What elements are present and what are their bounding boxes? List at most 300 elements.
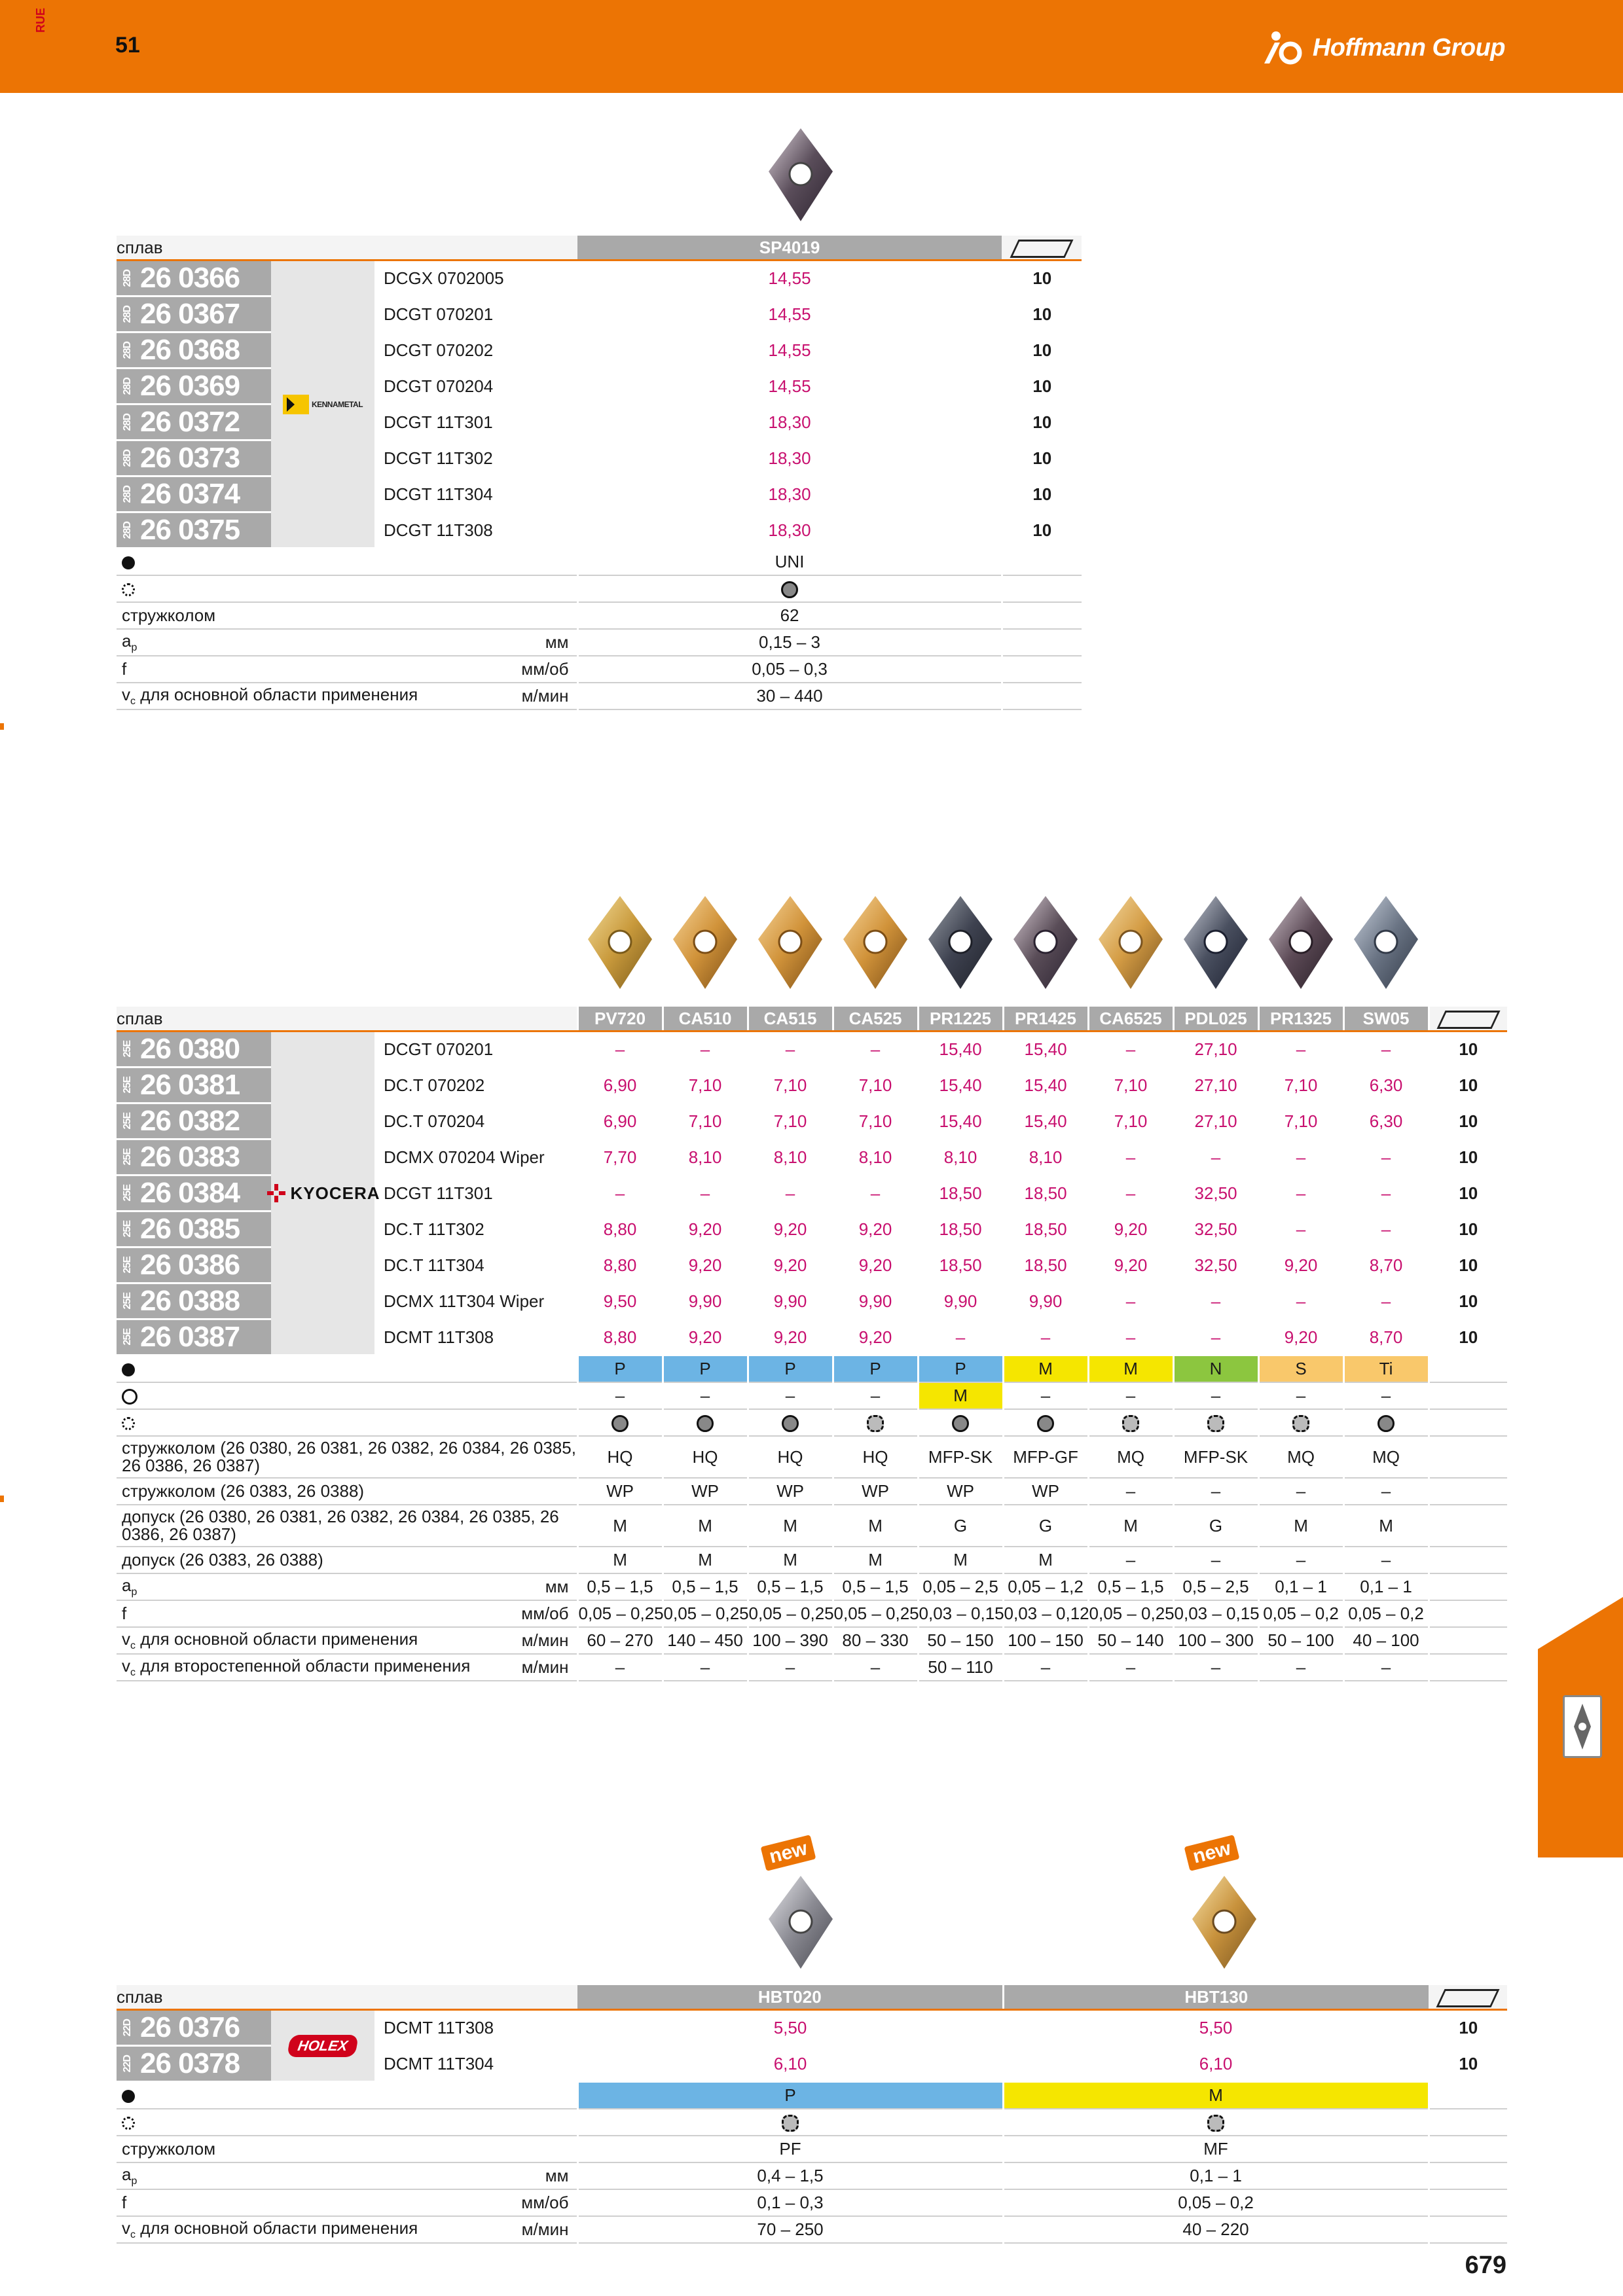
article-number[interactable]: 25E 26 0381 <box>117 1067 271 1103</box>
table-row[interactable] <box>117 440 1082 476</box>
price: 9,50 <box>577 1283 663 1319</box>
price: 6,10 <box>1003 2046 1429 2082</box>
tolerance-value: M <box>663 1505 748 1547</box>
price: 9,20 <box>663 1211 748 1247</box>
table-kennametal <box>117 236 1082 710</box>
chipbreaker-value: WP <box>918 1478 1003 1505</box>
ap-label: $a_p$ <box>117 2162 374 2189</box>
material-code: M <box>1088 1355 1173 1383</box>
vc2-value: – <box>833 1654 918 1681</box>
chipbreaker-label: стружколом <box>117 2136 577 2162</box>
material-code: P <box>577 1355 663 1383</box>
material-code: M <box>1003 2082 1429 2109</box>
package-qty: 10 <box>1429 1031 1507 1067</box>
insert-image <box>669 893 741 992</box>
article-number[interactable]: 25E 26 0382 <box>117 1103 271 1139</box>
article-number[interactable]: 28D 26 0368 <box>117 332 271 368</box>
price: 7,10 <box>833 1067 918 1103</box>
kyocera-logo: KYOCERA <box>271 1183 374 1204</box>
price: 5,50 <box>1003 2010 1429 2046</box>
chipbreaker-value: – <box>1088 1478 1173 1505</box>
grade-header: PR1325 <box>1258 1007 1343 1031</box>
f-label: f <box>117 656 374 683</box>
table-row[interactable] <box>117 260 1082 296</box>
vc-value: 30 – 440 <box>577 683 1002 709</box>
chipbreaker-value: MQ <box>1343 1436 1429 1478</box>
price: 7,10 <box>1088 1067 1173 1103</box>
property-row <box>117 1409 1507 1436</box>
price: 7,10 <box>663 1103 748 1139</box>
material-code: – <box>1258 1382 1343 1409</box>
insert-image <box>1265 893 1337 992</box>
material-code: – <box>833 1382 918 1409</box>
geometry-symbol <box>748 1409 833 1436</box>
designation: DCMX 11T304 Wiper <box>374 1283 577 1319</box>
price: 9,20 <box>833 1319 918 1355</box>
chipbreaker-value: MF <box>1003 2136 1429 2162</box>
article-number[interactable]: 25E 26 0384 <box>117 1175 271 1211</box>
designation: DC.T 11T304 <box>374 1247 577 1283</box>
geometry-symbol <box>1088 1409 1173 1436</box>
geometry-symbol <box>1258 1409 1343 1436</box>
price: – <box>1088 1031 1173 1067</box>
table-row[interactable] <box>117 404 1082 440</box>
language-code: RUE <box>34 7 47 33</box>
property-row <box>117 1505 1507 1547</box>
hoffmann-logo-icon <box>1262 31 1307 65</box>
price: – <box>1258 1139 1343 1175</box>
f-value: 0,05 – 0,2 <box>1258 1600 1343 1627</box>
designation: DCMT 11T304 <box>374 2046 577 2082</box>
property-row <box>117 1436 1507 1478</box>
alloy-label: сплав <box>117 1007 577 1031</box>
ap-label: $a_p$ <box>117 629 374 656</box>
price: – <box>918 1319 1003 1355</box>
open-circle-icon <box>122 1389 137 1405</box>
f-unit: мм/об <box>374 1600 577 1627</box>
tolerance-value: M <box>833 1505 918 1547</box>
vc2-value: – <box>748 1654 833 1681</box>
ap-value: 0,1 – 1 <box>1258 1573 1343 1600</box>
material-code: M <box>918 1382 1003 1409</box>
article-number[interactable]: 28D 26 0375 <box>117 512 271 548</box>
price: 14,55 <box>577 368 1002 404</box>
filled-circle-icon <box>122 2090 135 2103</box>
tolerance-value: M <box>663 1547 748 1573</box>
insert-image <box>1350 893 1422 992</box>
chipbreaker-value: WP <box>748 1478 833 1505</box>
package-qty: 10 <box>1429 1067 1507 1103</box>
article-number[interactable]: 25E 26 0385 <box>117 1211 271 1247</box>
article-number[interactable]: 22D 26 0376 <box>117 2010 271 2046</box>
price: – <box>1343 1211 1429 1247</box>
vc-label: $v_c$ для основной области применения <box>117 1627 374 1654</box>
price: 15,40 <box>1003 1067 1088 1103</box>
article-number[interactable]: 25E 26 0380 <box>117 1031 271 1067</box>
price: – <box>1343 1175 1429 1211</box>
vc2-value: – <box>577 1654 663 1681</box>
price: – <box>1088 1283 1173 1319</box>
material-code: Ti <box>1343 1355 1429 1383</box>
secondary-material-label <box>117 1382 577 1409</box>
price: 9,20 <box>663 1319 748 1355</box>
logo-text: Hoffmann Group <box>1312 33 1505 62</box>
chipbreaker-label: стружколом (26 0383, 26 0388) <box>117 1478 577 1505</box>
price: 7,70 <box>577 1139 663 1175</box>
vc2-value: – <box>1088 1654 1173 1681</box>
tolerance-value: M <box>748 1505 833 1547</box>
main-material-label <box>117 1355 577 1383</box>
vc-value: 50 – 100 <box>1258 1627 1343 1654</box>
tolerance-value: – <box>1088 1547 1173 1573</box>
tolerance-label: допуск (26 0383, 26 0388) <box>117 1547 577 1573</box>
grade-header: HBT130 <box>1003 1985 1429 2010</box>
geometry-symbol <box>577 2109 1003 2136</box>
insert-image <box>924 893 996 992</box>
package-qty: 10 <box>1429 1283 1507 1319</box>
grade-header: SW05 <box>1343 1007 1429 1031</box>
tolerance-value: M <box>577 1547 663 1573</box>
vc-value: 80 – 330 <box>833 1627 918 1654</box>
price: – <box>1258 1031 1343 1067</box>
uni-value: UNI <box>577 548 1002 576</box>
vc-value: 40 – 220 <box>1003 2216 1429 2243</box>
f-label: f <box>117 2189 374 2216</box>
table-row[interactable] <box>117 368 1082 404</box>
grade-header: CA515 <box>748 1007 833 1031</box>
ap-label: $a_p$ <box>117 1573 374 1600</box>
price: 7,10 <box>1258 1103 1343 1139</box>
tolerance-value: – <box>1258 1547 1343 1573</box>
geometry-symbol <box>833 1409 918 1436</box>
article-number[interactable]: 28D 26 0367 <box>117 296 271 332</box>
designation: DCGT 070204 <box>374 368 577 404</box>
price: 18,30 <box>577 404 1002 440</box>
designation: DCMT 11T308 <box>374 1319 577 1355</box>
article-number[interactable]: 25E 26 0386 <box>117 1247 271 1283</box>
vc-value: 40 – 100 <box>1343 1627 1429 1654</box>
chipbreaker-value: MFP-SK <box>918 1436 1003 1478</box>
price: 18,30 <box>577 476 1002 512</box>
price: 18,30 <box>577 512 1002 548</box>
material-code: P <box>748 1355 833 1383</box>
filled-circle-icon <box>122 1363 135 1376</box>
chipbreaker-value: – <box>1343 1478 1429 1505</box>
chipbreaker-value: MQ <box>1258 1436 1343 1478</box>
table-row[interactable] <box>117 2010 1507 2046</box>
tolerance-value: M <box>1088 1505 1173 1547</box>
price: 9,20 <box>833 1247 918 1283</box>
vc-label: $v_c$ для основной области применения <box>117 683 374 709</box>
tolerance-value: M <box>833 1547 918 1573</box>
designation: DCGT 11T304 <box>374 476 577 512</box>
page-number: 679 <box>1465 2251 1506 2279</box>
grade-header: PV720 <box>577 1007 663 1031</box>
insert-image <box>754 893 826 992</box>
insert-image <box>1095 893 1167 992</box>
price: – <box>1003 1319 1088 1355</box>
grade-header: PDL025 <box>1173 1007 1258 1031</box>
price: 15,40 <box>918 1103 1003 1139</box>
gear-icon <box>122 2117 135 2130</box>
package-qty: 10 <box>1429 1103 1507 1139</box>
property-row <box>117 1478 1507 1505</box>
price: – <box>1173 1319 1258 1355</box>
holex-logo: HOLEX <box>271 2035 374 2057</box>
price: 9,90 <box>748 1283 833 1319</box>
price: – <box>748 1031 833 1067</box>
vc-value: 70 – 250 <box>577 2216 1003 2243</box>
table-row[interactable] <box>117 512 1082 548</box>
material-code: P <box>833 1355 918 1383</box>
property-row <box>117 1355 1507 1383</box>
price: 27,10 <box>1173 1031 1258 1067</box>
price: 9,20 <box>1088 1211 1173 1247</box>
chipbreaker-value: WP <box>1003 1478 1088 1505</box>
ap-unit: мм <box>374 2162 577 2189</box>
price: – <box>748 1175 833 1211</box>
vc-label: $v_c$ для основной области применения <box>117 2216 374 2243</box>
price: – <box>663 1031 748 1067</box>
price: 9,20 <box>748 1319 833 1355</box>
package-qty: 10 <box>1429 1175 1507 1211</box>
insert-image-hbt020 <box>765 1873 837 1971</box>
ap-value: 0,1 – 1 <box>1343 1573 1429 1600</box>
price: 9,20 <box>748 1247 833 1283</box>
table-row[interactable] <box>117 1031 1507 1067</box>
designation: DC.T 070204 <box>374 1103 577 1139</box>
package-qty: 10 <box>1002 260 1082 296</box>
geometry-symbol <box>577 1409 663 1436</box>
geometry-row-label <box>117 575 577 602</box>
price: – <box>1088 1175 1173 1211</box>
insert-image-hbt130 <box>1188 1873 1260 1971</box>
price: 8,10 <box>918 1139 1003 1175</box>
ap-value: 0,05 – 1,2 <box>1003 1573 1088 1600</box>
price: 9,20 <box>1258 1247 1343 1283</box>
f-value: 0,1 – 0,3 <box>577 2189 1003 2216</box>
price: 6,10 <box>577 2046 1003 2082</box>
new-badge: new <box>761 1835 816 1871</box>
f-unit: мм/об <box>374 2189 577 2216</box>
price: 8,10 <box>748 1139 833 1175</box>
price: 7,10 <box>833 1103 918 1139</box>
designation: DCMX 070204 Wiper <box>374 1139 577 1175</box>
margin-mark <box>0 723 4 730</box>
material-code: P <box>663 1355 748 1383</box>
article-number[interactable]: 28D 26 0374 <box>117 476 271 512</box>
price: – <box>1343 1139 1429 1175</box>
price: 9,90 <box>1003 1283 1088 1319</box>
price: – <box>1173 1139 1258 1175</box>
geometry-symbol <box>1003 1409 1088 1436</box>
price: – <box>663 1175 748 1211</box>
geometry-symbol <box>1343 1409 1429 1436</box>
table-row[interactable] <box>117 296 1082 332</box>
filled-circle-icon <box>122 556 135 569</box>
article-number[interactable]: 28D 26 0373 <box>117 440 271 476</box>
price: 8,10 <box>833 1139 918 1175</box>
vc-value: 140 – 450 <box>663 1627 748 1654</box>
vc-value: 100 – 300 <box>1173 1627 1258 1654</box>
article-number[interactable]: 25E 26 0383 <box>117 1139 271 1175</box>
vc2-value: – <box>1343 1654 1429 1681</box>
f-value: 0,03 – 0,12 <box>1003 1600 1088 1627</box>
article-number[interactable]: 28D 26 0369 <box>117 368 271 404</box>
geometry-symbol <box>663 1409 748 1436</box>
price: – <box>1088 1319 1173 1355</box>
grade-header: CA6525 <box>1088 1007 1173 1031</box>
chipbreaker-value: MFP-GF <box>1003 1436 1088 1478</box>
turning-insert-icon <box>1563 1695 1602 1758</box>
f-value: 0,05 – 0,25 <box>577 1600 663 1627</box>
article-number[interactable]: 25E 26 0388 <box>117 1283 271 1319</box>
vc2-label: $v_c$ для второстепенной области применения <box>117 1654 374 1681</box>
package-qty: 10 <box>1429 1319 1507 1355</box>
chipbreaker-value: – <box>1258 1478 1343 1505</box>
table-row[interactable] <box>117 332 1082 368</box>
chipbreaker-value: HQ <box>748 1436 833 1478</box>
package-qty: 10 <box>1429 1247 1507 1283</box>
property-row <box>117 1547 1507 1573</box>
vc-unit: м/мин <box>374 683 577 709</box>
package-qty: 10 <box>1429 2010 1507 2046</box>
property-row <box>117 1654 1507 1681</box>
tolerance-value: M <box>918 1547 1003 1573</box>
package-qty: 10 <box>1002 368 1082 404</box>
price: 5,50 <box>577 2010 1003 2046</box>
price: – <box>577 1031 663 1067</box>
grade-header: SP4019 <box>577 236 1002 260</box>
designation: DCGT 070201 <box>374 296 577 332</box>
package-icon <box>1002 236 1082 260</box>
designation: DCMT 11T308 <box>374 2010 577 2046</box>
designation: DCGT 11T308 <box>374 512 577 548</box>
table-holex <box>117 1985 1507 2244</box>
property-row <box>117 1573 1507 1600</box>
vc-unit: м/мин <box>374 2216 577 2243</box>
insert-image <box>1010 893 1082 992</box>
ap-value: 0,15 – 3 <box>577 629 1002 656</box>
ap-value: 0,05 – 2,5 <box>918 1573 1003 1600</box>
price: 9,20 <box>833 1211 918 1247</box>
f-unit: мм/об <box>374 656 577 683</box>
article-number[interactable]: 28D 26 0372 <box>117 404 271 440</box>
price: 18,50 <box>1003 1211 1088 1247</box>
vc2-unit: м/мин <box>374 1654 577 1681</box>
tolerance-value: G <box>918 1505 1003 1547</box>
tolerance-value: M <box>1258 1505 1343 1547</box>
ap-value: 0,5 – 1,5 <box>833 1573 918 1600</box>
designation: DCGT 070201 <box>374 1031 577 1067</box>
material-code: – <box>748 1382 833 1409</box>
price: – <box>833 1031 918 1067</box>
property-row <box>117 1382 1507 1409</box>
price: 15,40 <box>918 1067 1003 1103</box>
price: 9,20 <box>663 1247 748 1283</box>
ap-unit: мм <box>374 629 577 656</box>
price: – <box>1343 1283 1429 1319</box>
package-qty: 10 <box>1002 296 1082 332</box>
gear-icon <box>122 1417 135 1430</box>
designation: DC.T 070202 <box>374 1067 577 1103</box>
price: – <box>1258 1283 1343 1319</box>
f-value: 0,05 – 0,25 <box>748 1600 833 1627</box>
material-code: P <box>577 2082 1003 2109</box>
article-number[interactable]: 28D 26 0366 <box>117 260 271 296</box>
package-qty: 10 <box>1002 476 1082 512</box>
package-qty: 10 <box>1429 1211 1507 1247</box>
price: – <box>1173 1283 1258 1319</box>
margin-mark <box>0 1496 4 1502</box>
chipbreaker-value: HQ <box>577 1436 663 1478</box>
price: 15,40 <box>918 1031 1003 1067</box>
package-qty: 10 <box>1002 332 1082 368</box>
tolerance-value: G <box>1173 1505 1258 1547</box>
hoffmann-logo <box>1262 26 1505 69</box>
price: 7,10 <box>748 1103 833 1139</box>
vc2-value: – <box>663 1654 748 1681</box>
insert-image <box>584 893 656 992</box>
article-number[interactable]: 22D 26 0378 <box>117 2046 271 2082</box>
designation: DCGT 11T301 <box>374 1175 577 1211</box>
ap-value: 0,4 – 1,5 <box>577 2162 1003 2189</box>
chipbreaker-value: HQ <box>833 1436 918 1478</box>
chipbreaker-value: WP <box>663 1478 748 1505</box>
property-row <box>117 1600 1507 1627</box>
price: 8,70 <box>1343 1247 1429 1283</box>
article-number[interactable]: 25E 26 0387 <box>117 1319 271 1355</box>
price: – <box>1088 1139 1173 1175</box>
material-code: N <box>1173 1355 1258 1383</box>
material-code: P <box>918 1355 1003 1383</box>
price: 8,70 <box>1343 1319 1429 1355</box>
price: 9,90 <box>833 1283 918 1319</box>
ap-value: 0,1 – 1 <box>1003 2162 1429 2189</box>
f-label: f <box>117 1600 374 1627</box>
price: 18,50 <box>918 1211 1003 1247</box>
chapter-tab[interactable] <box>1538 1597 1623 1857</box>
material-code: – <box>1003 1382 1088 1409</box>
insert-image-sp4019 <box>765 126 837 224</box>
f-value: 0,05 – 0,3 <box>577 656 1002 683</box>
geometry-row-label <box>117 2109 577 2136</box>
price: 7,10 <box>1088 1103 1173 1139</box>
price: 9,90 <box>663 1283 748 1319</box>
package-qty: 10 <box>1002 512 1082 548</box>
price: 14,55 <box>577 332 1002 368</box>
vc-value: 100 – 390 <box>748 1627 833 1654</box>
price: – <box>1343 1031 1429 1067</box>
vc-unit: м/мин <box>374 1627 577 1654</box>
material-code: S <box>1258 1355 1343 1383</box>
package-icon <box>1429 1985 1507 2010</box>
f-value: 0,05 – 0,2 <box>1003 2189 1429 2216</box>
ap-value: 0,5 – 2,5 <box>1173 1573 1258 1600</box>
table-row[interactable] <box>117 476 1082 512</box>
designation: DCGT 070202 <box>374 332 577 368</box>
price: 9,20 <box>1258 1319 1343 1355</box>
chipbreaker-value: – <box>1173 1478 1258 1505</box>
grade-header: PR1425 <box>1003 1007 1088 1031</box>
section-number: 51 <box>115 33 140 58</box>
insert-image <box>839 893 911 992</box>
price: 6,30 <box>1343 1067 1429 1103</box>
price: – <box>1258 1211 1343 1247</box>
price: 8,80 <box>577 1247 663 1283</box>
price: 32,50 <box>1173 1211 1258 1247</box>
package-qty: 10 <box>1002 440 1082 476</box>
